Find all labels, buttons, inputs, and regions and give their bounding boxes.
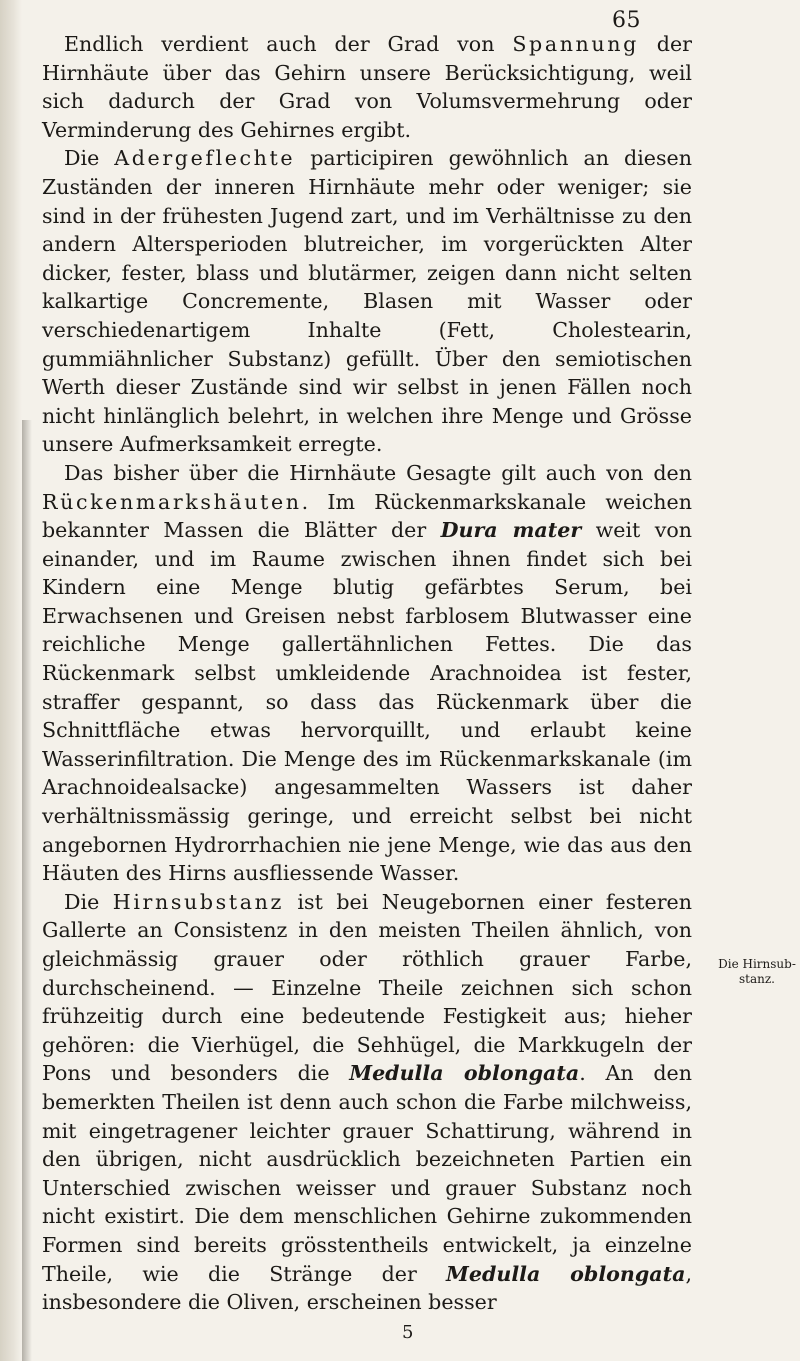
latin-term: Medulla oblongata (349, 1061, 580, 1086)
paragraph (42, 144, 692, 459)
text-run: participiren gewöhnlich an diesen Zuständen der inneren Hirnhäute mehr oder weniger; sie sind in der frühesten Jugend zart, und im Verhältnisse zu den andern Altersperioden blutreicher, im vorgerückten Alter dicker, fester, blass und blutärmer, zeigen dann nicht selten kalkartige Concremente, Blasen mit Wasser oder verschiedenartigem Inhalte (Fett, Cholestearin, gummiähnlicher Substanz) gefüllt. Über den semiotischen Werth dieser Zustände sind wir selbst in jenen Fällen noch nicht hinlänglich belehrt, in welchen ihre Menge und Grösse unsere Aufmerksamkeit erregte. (42, 146, 692, 457)
text-run: weit von einander, und im Raume zwischen ihnen findet sich bei Kindern eine Menge blutig gefärbtes Serum, bei Erwachsenen und Greisen nebst farblosem Blutwasser eine reichliche Menge gallertähnlichen Fettes. Die das Rückenmark selbst umkleidende Arachnoidea ist fester, straffer gespannt, so dass das Rückenmark über die Schnittfläche etwas hervorquillt, und erlaubt keine Wasserinfiltration. Die Menge des im Rückenmarkskanale (im Arachnoidealsacke) angesammelten Wassers ist daher verhältnissmässig geringe, und erreicht selbst bei nicht angebornen Hydrorrhachien nie jene Menge, wie das aus den Häuten des Hirns ausfliessende Wasser. (42, 518, 692, 886)
text-run: . Im Rückenmarkskanale weichen bekannter Massen die Blätter der (42, 489, 692, 543)
text-run: Die (64, 146, 115, 171)
text-run: . An den bemerkten Theilen ist denn auch schon die Farbe milchweiss, mit eingetragener leichter grauer Schattirung, während in den übrigen, nicht ausdrücklich bezeichneten Partien ein Unterschied zwischen weisser und grauer Substanz noch nicht existirt. Die dem menschlichen Gehirne zukommenden Formen sind bereits grösstentheils entwickelt, ja einzelne Theile, wie die Stränge der (42, 1061, 692, 1286)
text-run: Das bisher über die Hirnhäute Gesagte gilt auch von den (64, 460, 692, 485)
text-run: Die (64, 889, 113, 914)
body-text (42, 30, 692, 1317)
emphasized-term: Hirnsubstanz (112, 889, 284, 914)
marginal-note-line: Die Hirnsub- (718, 957, 796, 971)
text-run: , insbesondere die Oliven, erscheinen besser (42, 1261, 692, 1315)
latin-term: Dura mater (440, 518, 582, 543)
marginal-note (714, 957, 800, 987)
paragraph (42, 30, 692, 144)
emphasized-term: Adergeflechte (114, 146, 296, 171)
text-run: Endlich verdient auch der Grad von (64, 32, 513, 56)
marginal-note-line: stanz. (739, 972, 775, 986)
signature-mark: 5 (402, 1322, 414, 1343)
latin-term: Medulla oblongata (446, 1261, 686, 1286)
binding-shadow (22, 420, 32, 1361)
page-edge-shadow (0, 0, 22, 1361)
text-run: der Hirnhäute über das Gehirn unsere Berücksichtigung, weil sich dadurch der Grad von Volumsvermehrung oder Verminderung des Gehirnes ergibt. (42, 32, 693, 142)
emphasized-term: Rückenmarkshäuten (42, 489, 302, 514)
paragraph (42, 459, 692, 888)
text-run: ist bei Neugebornen einer festeren Gallerte an Consistenz in den meisten Theilen ähnlich, von gleichmässig grauer oder röthlich grauer Farbe, durchscheinend. — Einzelne Theile zeichnen sich schon frühzeitig durch eine bedeutende Festigkeit aus; hieher gehören: die Vierhügel, die Sehhügel, die Markkugeln der Pons und besonders die (42, 889, 692, 1086)
page-number: 65 (612, 8, 641, 33)
emphasized-term: Spannung (512, 32, 639, 56)
paragraph (42, 888, 692, 1317)
